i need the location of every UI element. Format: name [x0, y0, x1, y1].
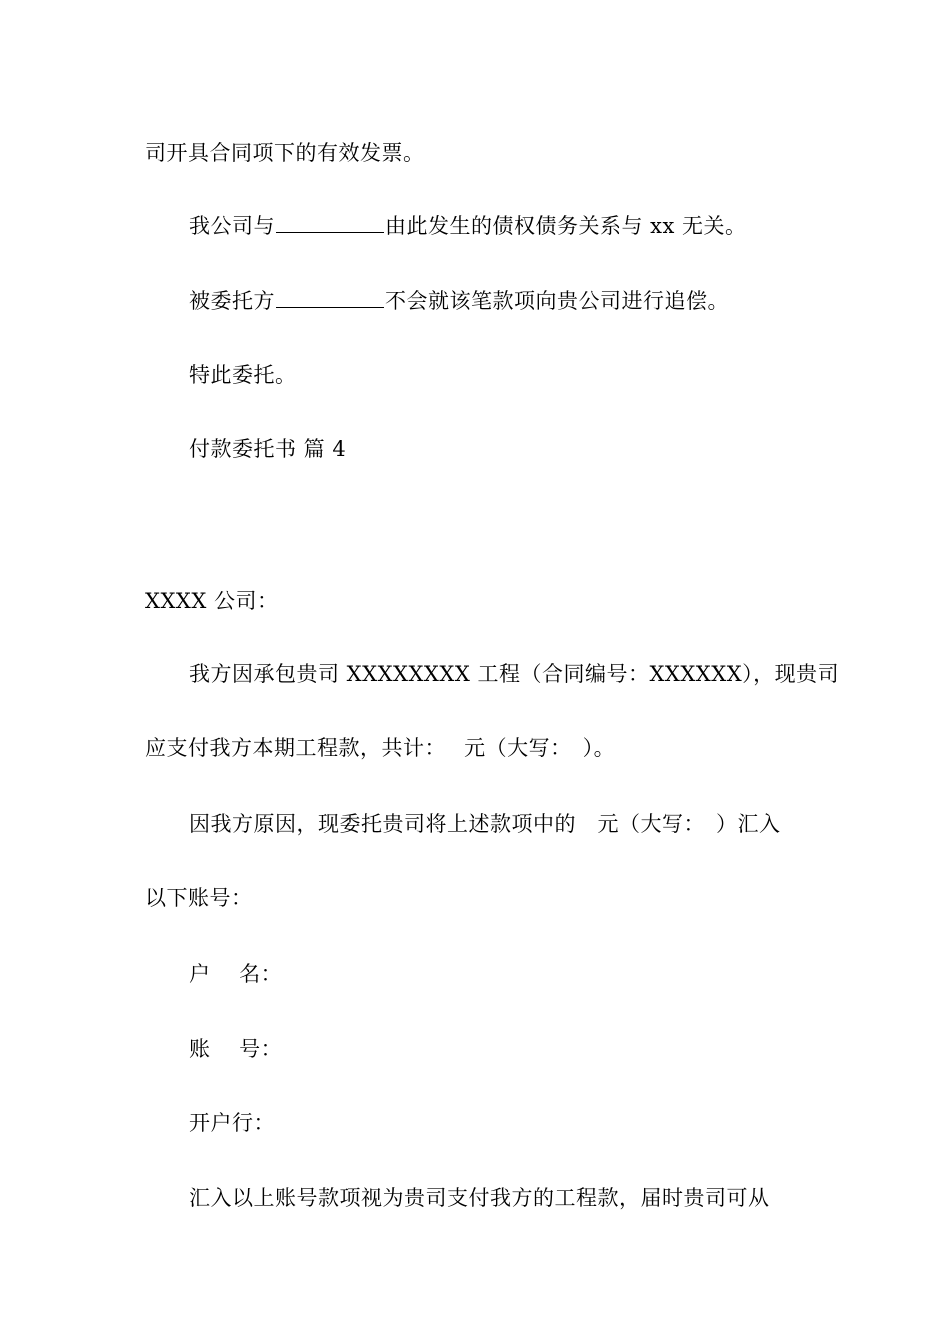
paragraph-line	[189, 214, 747, 238]
paragraph-line: 以下账号：	[145, 886, 253, 910]
section-heading: 付款委托书 篇 4	[189, 437, 347, 461]
paragraph-line	[189, 289, 729, 313]
account-number-label: 账 号：	[189, 1037, 283, 1061]
salutation: XXXX 公司：	[145, 589, 279, 613]
text-segment: 被委托方	[189, 289, 275, 313]
paragraph-line: 特此委托。	[189, 363, 297, 387]
paragraph-line: 汇入以上账号款项视为贵司支付我方的工程款，届时贵司可从	[189, 1186, 770, 1210]
paragraph-line: 司开具合同项下的有效发票。	[145, 141, 425, 165]
fill-blank	[276, 289, 384, 308]
text-segment: 由此发生的债权债务关系与 xx 无关。	[385, 214, 747, 238]
bank-label: 开户行：	[189, 1111, 275, 1135]
account-name-label: 户 名：	[189, 962, 283, 986]
paragraph-line: 我方因承包贵司 XXXXXXXX 工程（合同编号：XXXXXX），现贵司	[189, 662, 840, 686]
paragraph-line: 因我方原因，现委托贵司将上述款项中的 元（大写： ）汇入	[189, 812, 781, 836]
text-segment: 我公司与	[189, 214, 275, 238]
paragraph-line: 应支付我方本期工程款，共计： 元（大写： ）。	[145, 736, 616, 760]
fill-blank	[276, 214, 384, 233]
text-segment: 不会就该笔款项向贵公司进行追偿。	[385, 289, 729, 313]
